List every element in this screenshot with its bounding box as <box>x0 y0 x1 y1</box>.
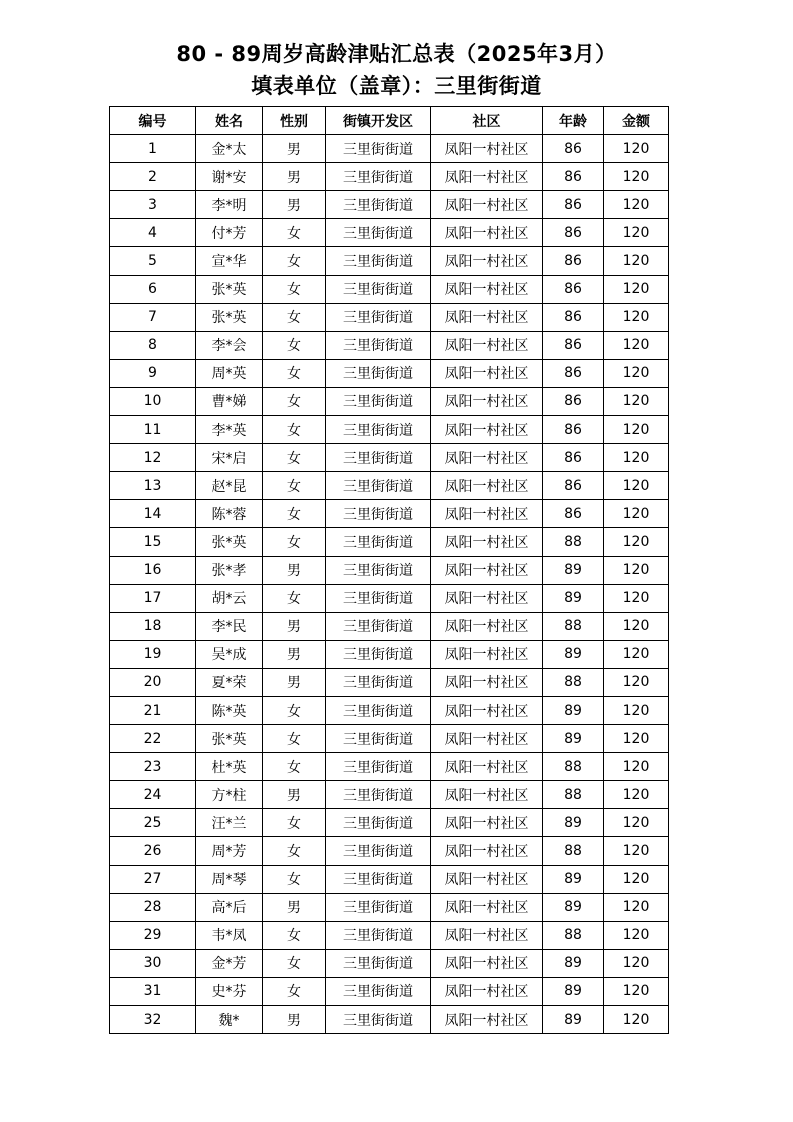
cell-id: 32 <box>110 1006 196 1034</box>
cell-amount: 120 <box>604 444 669 472</box>
cell-amount: 120 <box>604 528 669 556</box>
cell-gender: 男 <box>263 668 326 696</box>
cell-amount: 120 <box>604 219 669 247</box>
header-name: 姓名 <box>196 107 263 135</box>
cell-community: 凤阳一村社区 <box>431 359 543 387</box>
cell-id: 9 <box>110 359 196 387</box>
cell-amount: 120 <box>604 893 669 921</box>
cell-street: 三里街街道 <box>326 696 431 724</box>
cell-name: 汪*兰 <box>196 809 263 837</box>
cell-id: 11 <box>110 416 196 444</box>
cell-name: 夏*荣 <box>196 668 263 696</box>
cell-community: 凤阳一村社区 <box>431 977 543 1005</box>
cell-community: 凤阳一村社区 <box>431 500 543 528</box>
table-body <box>110 135 669 1034</box>
cell-street: 三里街街道 <box>326 472 431 500</box>
cell-amount: 120 <box>604 837 669 865</box>
cell-id: 17 <box>110 584 196 612</box>
cell-name: 胡*云 <box>196 584 263 612</box>
cell-community: 凤阳一村社区 <box>431 725 543 753</box>
cell-age: 86 <box>543 303 604 331</box>
cell-age: 88 <box>543 921 604 949</box>
cell-name: 金*芳 <box>196 949 263 977</box>
table-row <box>110 500 669 528</box>
header-age: 年龄 <box>543 107 604 135</box>
cell-gender: 女 <box>263 219 326 247</box>
cell-street: 三里街街道 <box>326 725 431 753</box>
table-row <box>110 668 669 696</box>
table-row <box>110 416 669 444</box>
cell-community: 凤阳一村社区 <box>431 837 543 865</box>
cell-name: 宋*启 <box>196 444 263 472</box>
cell-id: 14 <box>110 500 196 528</box>
table-row <box>110 977 669 1005</box>
cell-gender: 男 <box>263 781 326 809</box>
header-street: 街镇开发区 <box>326 107 431 135</box>
cell-community: 凤阳一村社区 <box>431 668 543 696</box>
cell-gender: 女 <box>263 331 326 359</box>
cell-name: 李*英 <box>196 416 263 444</box>
table-row <box>110 921 669 949</box>
cell-id: 10 <box>110 387 196 415</box>
table-row <box>110 219 669 247</box>
cell-name: 高*后 <box>196 893 263 921</box>
cell-street: 三里街街道 <box>326 865 431 893</box>
cell-street: 三里街街道 <box>326 556 431 584</box>
cell-gender: 女 <box>263 977 326 1005</box>
cell-age: 86 <box>543 275 604 303</box>
cell-amount: 120 <box>604 331 669 359</box>
cell-community: 凤阳一村社区 <box>431 275 543 303</box>
cell-gender: 女 <box>263 753 326 781</box>
cell-street: 三里街街道 <box>326 387 431 415</box>
cell-id: 19 <box>110 640 196 668</box>
cell-amount: 120 <box>604 753 669 781</box>
cell-community: 凤阳一村社区 <box>431 584 543 612</box>
cell-community: 凤阳一村社区 <box>431 163 543 191</box>
cell-id: 5 <box>110 247 196 275</box>
cell-age: 89 <box>543 893 604 921</box>
cell-community: 凤阳一村社区 <box>431 472 543 500</box>
cell-community: 凤阳一村社区 <box>431 809 543 837</box>
table-row <box>110 612 669 640</box>
cell-amount: 120 <box>604 921 669 949</box>
cell-age: 89 <box>543 696 604 724</box>
cell-amount: 120 <box>604 303 669 331</box>
cell-community: 凤阳一村社区 <box>431 303 543 331</box>
cell-id: 31 <box>110 977 196 1005</box>
cell-gender: 女 <box>263 387 326 415</box>
cell-street: 三里街街道 <box>326 837 431 865</box>
cell-id: 22 <box>110 725 196 753</box>
cell-gender: 女 <box>263 275 326 303</box>
cell-id: 8 <box>110 331 196 359</box>
cell-street: 三里街街道 <box>326 416 431 444</box>
cell-amount: 120 <box>604 163 669 191</box>
cell-gender: 男 <box>263 556 326 584</box>
cell-id: 23 <box>110 753 196 781</box>
table-row <box>110 247 669 275</box>
cell-street: 三里街街道 <box>326 331 431 359</box>
cell-age: 89 <box>543 1006 604 1034</box>
cell-id: 3 <box>110 191 196 219</box>
table-row <box>110 331 669 359</box>
cell-name: 谢*安 <box>196 163 263 191</box>
cell-age: 89 <box>543 640 604 668</box>
table-row <box>110 556 669 584</box>
cell-street: 三里街街道 <box>326 809 431 837</box>
cell-gender: 女 <box>263 303 326 331</box>
table-row <box>110 303 669 331</box>
table-header-row <box>110 107 669 135</box>
cell-age: 86 <box>543 331 604 359</box>
cell-age: 86 <box>543 472 604 500</box>
cell-id: 28 <box>110 893 196 921</box>
cell-gender: 女 <box>263 359 326 387</box>
cell-name: 李*民 <box>196 612 263 640</box>
cell-gender: 男 <box>263 612 326 640</box>
cell-age: 88 <box>543 781 604 809</box>
cell-name: 张*英 <box>196 528 263 556</box>
table-row <box>110 528 669 556</box>
cell-age: 86 <box>543 359 604 387</box>
table-row <box>110 584 669 612</box>
cell-amount: 120 <box>604 247 669 275</box>
table-row <box>110 1006 669 1034</box>
cell-name: 陈*英 <box>196 696 263 724</box>
cell-street: 三里街街道 <box>326 500 431 528</box>
cell-amount: 120 <box>604 1006 669 1034</box>
cell-id: 15 <box>110 528 196 556</box>
cell-age: 86 <box>543 247 604 275</box>
cell-gender: 女 <box>263 865 326 893</box>
cell-age: 86 <box>543 444 604 472</box>
header-gender: 性别 <box>263 107 326 135</box>
cell-age: 89 <box>543 949 604 977</box>
cell-id: 1 <box>110 135 196 163</box>
cell-gender: 女 <box>263 500 326 528</box>
cell-gender: 男 <box>263 893 326 921</box>
cell-id: 16 <box>110 556 196 584</box>
table-row <box>110 275 669 303</box>
cell-name: 张*英 <box>196 303 263 331</box>
subsidy-table <box>109 106 669 1034</box>
cell-amount: 120 <box>604 977 669 1005</box>
cell-name: 金*太 <box>196 135 263 163</box>
cell-name: 李*会 <box>196 331 263 359</box>
cell-name: 周*芳 <box>196 837 263 865</box>
cell-community: 凤阳一村社区 <box>431 556 543 584</box>
cell-community: 凤阳一村社区 <box>431 640 543 668</box>
cell-name: 陈*蓉 <box>196 500 263 528</box>
cell-id: 21 <box>110 696 196 724</box>
cell-amount: 120 <box>604 416 669 444</box>
cell-amount: 120 <box>604 500 669 528</box>
cell-amount: 120 <box>604 696 669 724</box>
cell-gender: 女 <box>263 809 326 837</box>
cell-name: 张*英 <box>196 275 263 303</box>
table-row <box>110 949 669 977</box>
cell-id: 12 <box>110 444 196 472</box>
cell-gender: 女 <box>263 416 326 444</box>
cell-community: 凤阳一村社区 <box>431 612 543 640</box>
table-row <box>110 135 669 163</box>
cell-amount: 120 <box>604 668 669 696</box>
table-row <box>110 387 669 415</box>
cell-community: 凤阳一村社区 <box>431 781 543 809</box>
table-row <box>110 809 669 837</box>
table-row <box>110 725 669 753</box>
cell-gender: 女 <box>263 528 326 556</box>
cell-name: 魏* <box>196 1006 263 1034</box>
cell-street: 三里街街道 <box>326 1006 431 1034</box>
cell-street: 三里街街道 <box>326 163 431 191</box>
table-row <box>110 865 669 893</box>
cell-age: 88 <box>543 528 604 556</box>
cell-amount: 120 <box>604 275 669 303</box>
cell-community: 凤阳一村社区 <box>431 949 543 977</box>
cell-name: 方*柱 <box>196 781 263 809</box>
cell-community: 凤阳一村社区 <box>431 387 543 415</box>
table-row <box>110 837 669 865</box>
cell-amount: 120 <box>604 387 669 415</box>
cell-amount: 120 <box>604 556 669 584</box>
cell-name: 史*芬 <box>196 977 263 1005</box>
cell-community: 凤阳一村社区 <box>431 416 543 444</box>
cell-community: 凤阳一村社区 <box>431 444 543 472</box>
cell-age: 86 <box>543 135 604 163</box>
table-row <box>110 781 669 809</box>
cell-gender: 女 <box>263 444 326 472</box>
cell-street: 三里街街道 <box>326 584 431 612</box>
cell-id: 6 <box>110 275 196 303</box>
cell-gender: 女 <box>263 584 326 612</box>
cell-gender: 女 <box>263 472 326 500</box>
cell-community: 凤阳一村社区 <box>431 893 543 921</box>
cell-id: 29 <box>110 921 196 949</box>
cell-id: 13 <box>110 472 196 500</box>
cell-id: 24 <box>110 781 196 809</box>
cell-street: 三里街街道 <box>326 219 431 247</box>
table-row <box>110 163 669 191</box>
cell-street: 三里街街道 <box>326 640 431 668</box>
table-row <box>110 753 669 781</box>
cell-street: 三里街街道 <box>326 921 431 949</box>
cell-amount: 120 <box>604 359 669 387</box>
table-row <box>110 472 669 500</box>
cell-street: 三里街街道 <box>326 191 431 219</box>
cell-age: 89 <box>543 977 604 1005</box>
document-title: 80 - 89周岁高龄津贴汇总表（2025年3月） <box>176 42 617 66</box>
cell-street: 三里街街道 <box>326 135 431 163</box>
cell-street: 三里街街道 <box>326 612 431 640</box>
cell-name: 周*琴 <box>196 865 263 893</box>
cell-community: 凤阳一村社区 <box>431 865 543 893</box>
cell-gender: 女 <box>263 696 326 724</box>
cell-gender: 男 <box>263 135 326 163</box>
cell-community: 凤阳一村社区 <box>431 331 543 359</box>
cell-street: 三里街街道 <box>326 275 431 303</box>
table-row <box>110 191 669 219</box>
cell-gender: 女 <box>263 725 326 753</box>
table-row <box>110 640 669 668</box>
filing-unit-line: 填表单位（盖章）：三里街街道 <box>251 74 542 98</box>
cell-gender: 女 <box>263 949 326 977</box>
cell-name: 杜*英 <box>196 753 263 781</box>
cell-age: 88 <box>543 668 604 696</box>
cell-amount: 120 <box>604 472 669 500</box>
cell-street: 三里街街道 <box>326 893 431 921</box>
cell-street: 三里街街道 <box>326 359 431 387</box>
cell-id: 26 <box>110 837 196 865</box>
cell-id: 4 <box>110 219 196 247</box>
cell-gender: 女 <box>263 837 326 865</box>
table-row <box>110 444 669 472</box>
cell-id: 2 <box>110 163 196 191</box>
cell-gender: 女 <box>263 247 326 275</box>
table-row <box>110 893 669 921</box>
cell-id: 7 <box>110 303 196 331</box>
cell-id: 25 <box>110 809 196 837</box>
table-row <box>110 359 669 387</box>
cell-street: 三里街街道 <box>326 247 431 275</box>
cell-name: 宣*华 <box>196 247 263 275</box>
cell-amount: 120 <box>604 725 669 753</box>
cell-age: 86 <box>543 500 604 528</box>
cell-gender: 男 <box>263 191 326 219</box>
cell-age: 89 <box>543 725 604 753</box>
cell-amount: 120 <box>604 612 669 640</box>
cell-gender: 女 <box>263 921 326 949</box>
cell-age: 88 <box>543 753 604 781</box>
cell-age: 86 <box>543 387 604 415</box>
cell-age: 86 <box>543 191 604 219</box>
cell-street: 三里街街道 <box>326 444 431 472</box>
cell-name: 赵*昆 <box>196 472 263 500</box>
cell-id: 30 <box>110 949 196 977</box>
cell-street: 三里街街道 <box>326 753 431 781</box>
cell-community: 凤阳一村社区 <box>431 219 543 247</box>
cell-street: 三里街街道 <box>326 977 431 1005</box>
cell-amount: 120 <box>604 781 669 809</box>
cell-gender: 男 <box>263 1006 326 1034</box>
cell-community: 凤阳一村社区 <box>431 921 543 949</box>
cell-amount: 120 <box>604 949 669 977</box>
cell-street: 三里街街道 <box>326 781 431 809</box>
cell-name: 周*英 <box>196 359 263 387</box>
cell-street: 三里街街道 <box>326 668 431 696</box>
cell-age: 88 <box>543 612 604 640</box>
cell-age: 86 <box>543 219 604 247</box>
cell-name: 李*明 <box>196 191 263 219</box>
cell-name: 吴*成 <box>196 640 263 668</box>
cell-age: 89 <box>543 865 604 893</box>
header-community: 社区 <box>431 107 543 135</box>
cell-amount: 120 <box>604 191 669 219</box>
cell-name: 张*英 <box>196 725 263 753</box>
cell-name: 韦*凤 <box>196 921 263 949</box>
table-row <box>110 696 669 724</box>
cell-id: 20 <box>110 668 196 696</box>
cell-street: 三里街街道 <box>326 303 431 331</box>
cell-community: 凤阳一村社区 <box>431 135 543 163</box>
cell-street: 三里街街道 <box>326 949 431 977</box>
cell-name: 付*芳 <box>196 219 263 247</box>
cell-amount: 120 <box>604 584 669 612</box>
header-amount: 金额 <box>604 107 669 135</box>
cell-street: 三里街街道 <box>326 528 431 556</box>
cell-name: 张*孝 <box>196 556 263 584</box>
cell-amount: 120 <box>604 640 669 668</box>
cell-community: 凤阳一村社区 <box>431 191 543 219</box>
cell-age: 89 <box>543 556 604 584</box>
cell-id: 27 <box>110 865 196 893</box>
cell-community: 凤阳一村社区 <box>431 753 543 781</box>
cell-amount: 120 <box>604 809 669 837</box>
cell-name: 曹*娣 <box>196 387 263 415</box>
cell-age: 89 <box>543 809 604 837</box>
cell-gender: 男 <box>263 640 326 668</box>
header-id: 编号 <box>110 107 196 135</box>
cell-gender: 男 <box>263 163 326 191</box>
cell-age: 86 <box>543 416 604 444</box>
cell-age: 86 <box>543 163 604 191</box>
cell-id: 18 <box>110 612 196 640</box>
cell-amount: 120 <box>604 865 669 893</box>
cell-community: 凤阳一村社区 <box>431 696 543 724</box>
cell-community: 凤阳一村社区 <box>431 1006 543 1034</box>
cell-age: 89 <box>543 584 604 612</box>
cell-age: 88 <box>543 837 604 865</box>
cell-community: 凤阳一村社区 <box>431 528 543 556</box>
cell-amount: 120 <box>604 135 669 163</box>
cell-community: 凤阳一村社区 <box>431 247 543 275</box>
